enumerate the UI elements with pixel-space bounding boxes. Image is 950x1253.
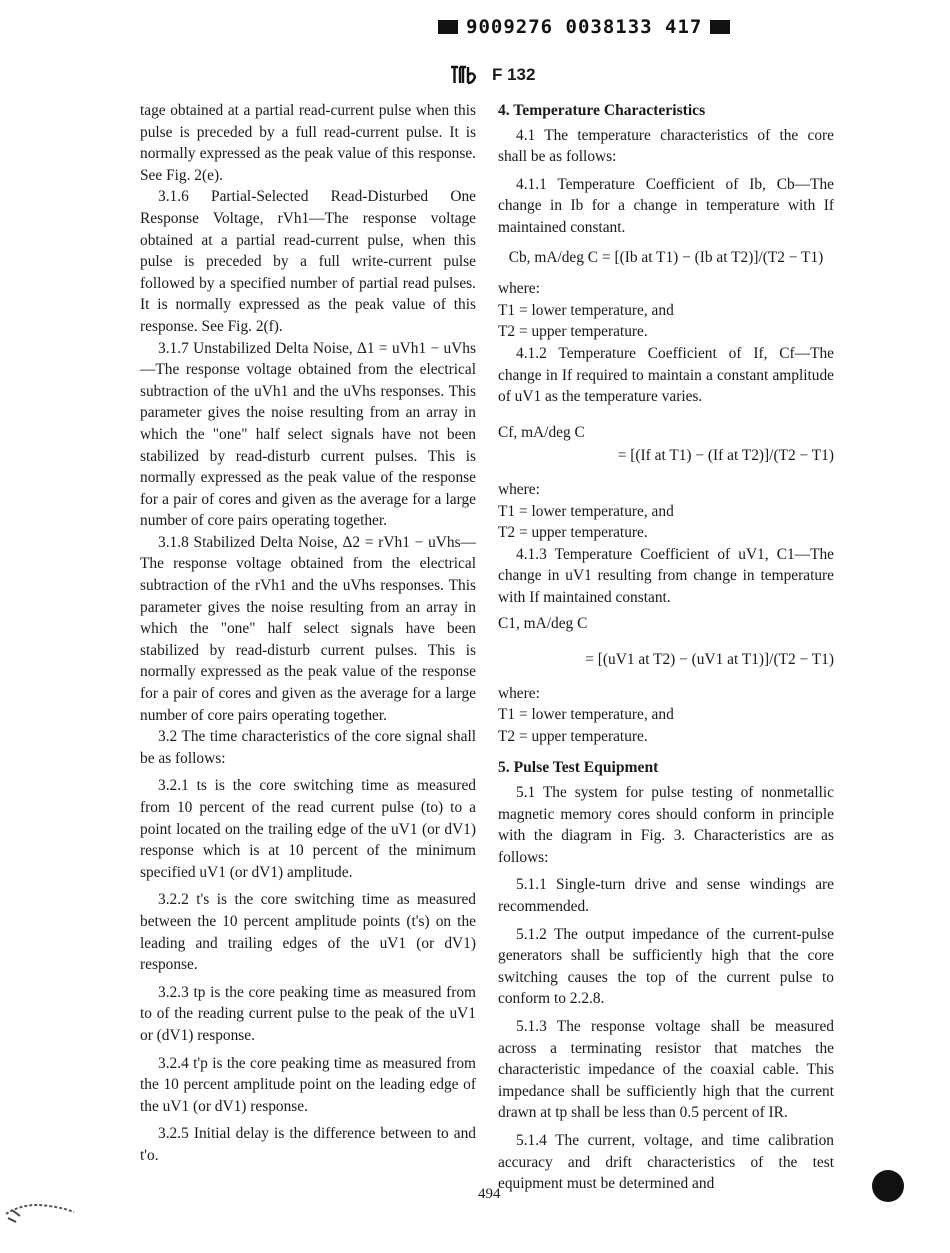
- paragraph-5-1-4: 5.1.4 The current, voltage, and time calibration accuracy and drift characteristics of the test equipment must be determined and: [498, 1131, 834, 1193]
- definition-t1: T1 = lower temperature, and: [498, 706, 674, 724]
- astm-logo: [448, 63, 478, 87]
- paragraph-3-2-4: 3.2.4 t'p is the core peaking time as measured from the 10 percent amplitude point on the leading edge of the uV1 (or dV1) response.: [140, 1054, 476, 1115]
- paragraph-5-1: 5.1 The system for pulse testing of nonmetallic magnetic memory cores should conform in principle with the diagram in Fig. 3. Characteristics are as follows:: [498, 784, 834, 866]
- where-label: where:: [498, 480, 540, 498]
- paragraph-4-1-1: 4.1.1 Temperature Coefficient of Ib, Cb—The change in Ib for a change in temperature with If maintained constant.: [498, 175, 834, 236]
- definition-t2: T2 = upper temperature.: [498, 323, 648, 341]
- barcode-block-right: [710, 20, 730, 34]
- paragraph-5-1-1: 5.1.1 Single-turn drive and sense windings are recommended.: [498, 876, 834, 915]
- paragraph-3-1-8: 3.1.8 Stabilized Delta Noise, Δ2 = rVh1 − uVhs—The response voltage obtained from the electrical subtraction of the rVh1 and the uVhs responses. This parameter gives the noise resulting from an array in which the "one" half select signals have been stabilized by read-disturb current pulses. This is normally expressed as the peak value of the response for a pair of cores and given as the average for a large number of core pairs operating together.: [140, 533, 476, 724]
- barcode-block-left: [438, 20, 458, 34]
- scan-artifact: [4, 1196, 94, 1226]
- paragraph-3-1-6: 3.1.6 Partial-Selected Read-Disturbed One Response Voltage, rVh1—The response voltage obtained at a partial read-current pulse, when this pulse is preceded by a full write-current pulse followed by a specified number of partial read pulses. It is normally expressed as the peak value of this response. See Fig. 2(f).: [140, 188, 476, 335]
- equation-cf: = [(If at T1) − (If at T2)]/(T2 − T1): [617, 447, 834, 465]
- paragraph-3-1-7: 3.1.7 Unstabilized Delta Noise, Δ1 = uVh1 − uVhs—The response voltage obtained from the electrical subtraction of the uVh1 and the uVhs responses. This parameter gives the noise resulting from an array in which the "one" half select signals have not been stabilized by read-disturb current pulses. This is normally expressed as the peak value of the response for a pair of cores and given as the average for a large number of core pairs operating together.: [140, 339, 476, 530]
- paragraph-4-1: 4.1 The temperature characteristics of the core shall be as follows:: [498, 126, 834, 166]
- equation-c1: = [(uV1 at T2) − (uV1 at T1)]/(T2 − T1): [585, 651, 834, 669]
- definition-t2: T2 = upper temperature.: [498, 727, 648, 745]
- equation-cf-label: Cf, mA/deg C: [498, 423, 585, 441]
- paragraph: tage obtained at a partial read-current pulse when this pulse is preceded by a full read-current pulse. It is normally expressed as the peak value of this response. See Fig. 2(e).: [140, 102, 476, 184]
- right-column: [498, 100, 834, 1195]
- paragraph-5-1-3: 5.1.3 The response voltage shall be measured across a terminating resistor that matches the characteristic impedance of the coaxial cable. This impedance shall be sufficiently high that the current drawn at tp shall be less than 0.5 percent of IR.: [498, 1017, 834, 1122]
- paragraph-3-2-5: 3.2.5 Initial delay is the difference between to and t'o.: [140, 1125, 476, 1164]
- paragraph-5-1-2: 5.1.2 The output impedance of the current-pulse generators shall be sufficiently high that the core switching causes the top of the current pulse to conform to 2.2.8.: [498, 925, 834, 1008]
- barcode-header: [438, 12, 730, 42]
- equation-c1-label: C1, mA/deg C: [498, 615, 588, 633]
- section-heading-5: 5. Pulse Test Equipment: [498, 759, 659, 777]
- left-column: [140, 100, 476, 1167]
- where-label: where:: [498, 280, 540, 298]
- paragraph-3-2-1: 3.2.1 ts is the core switching time as measured from 10 percent of the read current pulse (to) to a point located on the trailing edge of the uV1 (or dV1) response which is at 10 percent of the minimum specified uV1 (or dV1) amplitude.: [140, 777, 476, 881]
- paragraph-4-1-3: 4.1.3 Temperature Coefficient of uV1, C1—The change in uV1 resulting from change in temperature with If maintained constant.: [498, 545, 834, 606]
- page-number: 494: [478, 1186, 501, 1202]
- barcode-number: 9009276 0038133 417: [466, 16, 703, 38]
- standard-id: F 132: [492, 65, 536, 84]
- paragraph-3-2-2: 3.2.2 t's is the core switching time as measured between the 10 percent amplitude points (t's) on the leading and trailing edges of the uV1 (or dV1) response.: [140, 891, 476, 974]
- definition-t2: T2 = upper temperature.: [498, 524, 648, 542]
- paragraph-3-2: 3.2 The time characteristics of the core signal shall be as follows:: [140, 728, 476, 767]
- definition-t1: T1 = lower temperature, and: [498, 502, 674, 520]
- paragraph-4-1-2: 4.1.2 Temperature Coefficient of If, Cf—The change in If required to maintain a constant amplitude of uV1 as the temperature varies.: [498, 344, 834, 406]
- definition-t1: T1 = lower temperature, and: [498, 301, 674, 319]
- standard-header: [448, 62, 535, 88]
- where-label: where:: [498, 684, 540, 702]
- section-heading-4: 4. Temperature Characteristics: [498, 102, 706, 119]
- scan-mark-dot: [872, 1170, 904, 1202]
- paragraph-3-2-3: 3.2.3 tp is the core peaking time as measured from to of the reading current pulse to the peak of the uV1 or (dV1) response.: [140, 983, 476, 1044]
- equation-cb: Cb, mA/deg C = [(Ib at T1) − (Ib at T2)]/(T2 − T1): [508, 248, 824, 266]
